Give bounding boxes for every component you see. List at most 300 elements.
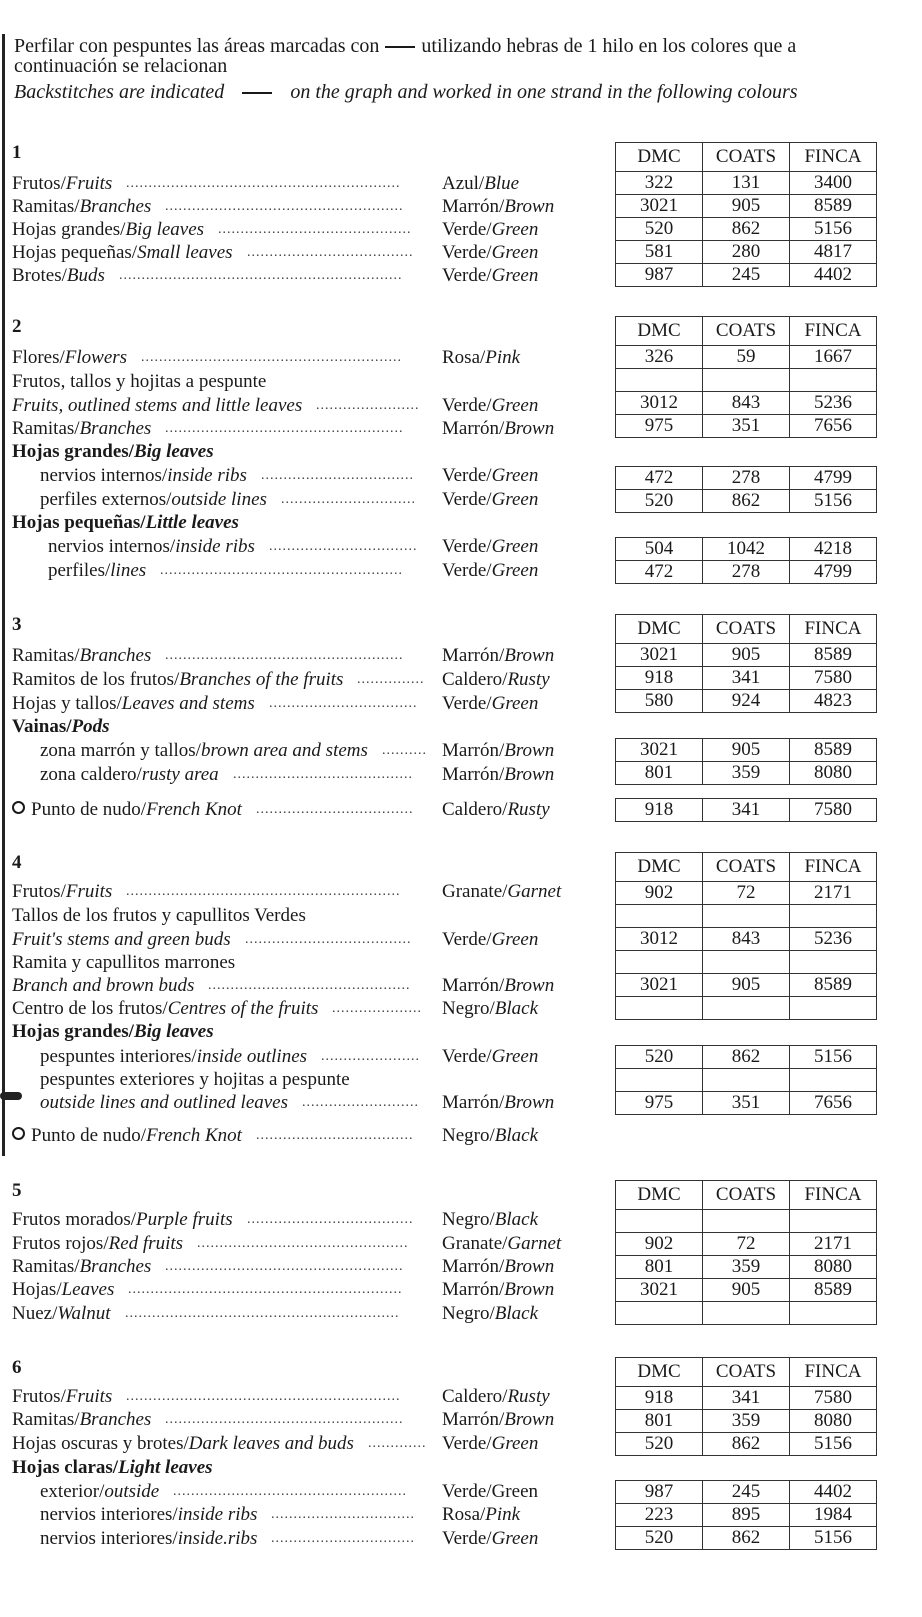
- table-row: [616, 561, 877, 584]
- thread-row: [12, 1278, 602, 1301]
- code-coats: 862: [703, 1046, 790, 1069]
- code-coats: 843: [703, 392, 790, 415]
- label-en: Little leaves: [145, 512, 239, 533]
- color-es: Marrón/: [442, 975, 505, 996]
- code-coats: 280: [703, 241, 790, 264]
- code-finca: [790, 951, 877, 974]
- color-es: Verde/: [442, 489, 492, 510]
- table-header-row: [616, 615, 877, 644]
- label-es: Frutos, tallos y hojitas a pespunte: [12, 371, 267, 392]
- area-label: [12, 417, 151, 440]
- color-es: Marrón/: [442, 740, 505, 761]
- table-row: [616, 218, 877, 241]
- table-row: [616, 1233, 877, 1256]
- label-en: brown area and stems: [200, 740, 368, 761]
- label-es: Ramitas/: [12, 1409, 80, 1430]
- label-es: Frutos/: [12, 881, 66, 902]
- color-en: Brown: [504, 1092, 555, 1113]
- thread-row: [12, 644, 602, 667]
- area-label: [12, 440, 214, 463]
- label-en: inside outlines: [196, 1046, 308, 1067]
- thread-code-table: [615, 1045, 877, 1115]
- thread-color: [442, 763, 554, 786]
- color-en: Rusty: [507, 1386, 550, 1407]
- column-header-finca: FINCA: [790, 317, 877, 346]
- table-row: [616, 1069, 877, 1092]
- label-en: Branches: [79, 1409, 152, 1430]
- intro-es-after: utilizando hebras de 1 hilo en los colores que a continuación se relacionan: [14, 35, 797, 77]
- thread-row: [12, 1503, 602, 1526]
- leader-dots: .................................: [269, 696, 418, 711]
- area-label: [12, 394, 302, 417]
- label-en: inside.ribs: [177, 1528, 258, 1549]
- thread-color: [442, 195, 554, 218]
- color-es: Marrón/: [442, 1409, 505, 1430]
- code-coats: 351: [703, 415, 790, 438]
- code-dmc: 918: [616, 1387, 703, 1410]
- section-number: 6: [12, 1357, 22, 1378]
- code-finca: 2171: [790, 1233, 877, 1256]
- area-label: [12, 241, 233, 264]
- table-row: [616, 882, 877, 905]
- code-finca: 7656: [790, 415, 877, 438]
- thread-row: [12, 1432, 602, 1455]
- code-dmc: 3021: [616, 1279, 703, 1302]
- thread-row: [12, 488, 602, 511]
- code-dmc: 975: [616, 415, 703, 438]
- color-es: Verde/: [442, 1046, 492, 1067]
- table-row: [616, 195, 877, 218]
- code-dmc: [616, 369, 703, 392]
- code-dmc: [616, 1210, 703, 1233]
- code-finca: 5156: [790, 490, 877, 513]
- intro-en-before: Backstitches are indicated: [14, 81, 225, 103]
- label-es: perfiles externos/: [40, 489, 172, 510]
- code-coats: 245: [703, 264, 790, 287]
- code-coats: 278: [703, 467, 790, 490]
- table-row: [616, 928, 877, 951]
- label-en: Fruits: [65, 1386, 113, 1407]
- table-row: [616, 997, 877, 1020]
- code-finca: 8589: [790, 739, 877, 762]
- thread-code-table: [615, 614, 877, 713]
- code-finca: 8589: [790, 644, 877, 667]
- column-header-coats: COATS: [703, 143, 790, 172]
- code-coats: 905: [703, 974, 790, 997]
- label-en: Leaves and stems: [121, 693, 255, 714]
- area-label: [12, 195, 151, 218]
- code-finca: 4402: [790, 1481, 877, 1504]
- code-dmc: 987: [616, 1481, 703, 1504]
- thread-row: [12, 692, 602, 715]
- subheading: [12, 1456, 602, 1479]
- code-dmc: 902: [616, 1233, 703, 1256]
- label-es: Hojas pequeñas/: [12, 512, 146, 533]
- code-coats: 862: [703, 1527, 790, 1550]
- code-coats: 895: [703, 1504, 790, 1527]
- area-label: [12, 1385, 112, 1408]
- code-dmc: 520: [616, 1433, 703, 1456]
- thread-color: [442, 488, 538, 511]
- thread-color: [442, 1208, 538, 1231]
- thread-row: [12, 1385, 602, 1408]
- code-finca: 8080: [790, 1256, 877, 1279]
- area-label: [40, 464, 247, 487]
- area-label: [40, 1091, 288, 1114]
- code-dmc: 322: [616, 172, 703, 195]
- label-es: Hojas claras/: [12, 1457, 119, 1478]
- code-finca: 1984: [790, 1504, 877, 1527]
- thread-color: [442, 1255, 554, 1278]
- leader-dots: ...........................................: [218, 222, 412, 237]
- subheading: [12, 715, 602, 738]
- label-en: Walnut: [57, 1303, 111, 1324]
- code-finca: [790, 1210, 877, 1233]
- thread-row: [12, 763, 602, 786]
- thread-code-table: [615, 537, 877, 584]
- thread-row: [12, 974, 602, 997]
- code-coats: 341: [703, 1387, 790, 1410]
- code-finca: 7580: [790, 667, 877, 690]
- color-en: Garnet: [507, 1233, 562, 1254]
- color-es: Marrón/: [442, 418, 505, 439]
- area-label: [12, 511, 239, 534]
- code-finca: 5156: [790, 1046, 877, 1069]
- area-label: [12, 264, 105, 287]
- area-label: [12, 1302, 111, 1325]
- intro-es-before: Perfilar con pespuntes las áreas marcadas con: [14, 35, 380, 57]
- label-es: Ramitos de los frutos/: [12, 669, 180, 690]
- thread-row: [12, 1045, 602, 1068]
- section-number: 3: [12, 614, 22, 635]
- column-header-dmc: DMC: [616, 615, 703, 644]
- label-es: nervios interiores/: [40, 1504, 178, 1525]
- color-en: Green: [491, 1046, 539, 1067]
- code-finca: 3400: [790, 172, 877, 195]
- code-finca: 8589: [790, 974, 877, 997]
- code-coats: [703, 369, 790, 392]
- color-en: Brown: [504, 196, 555, 217]
- code-dmc: 504: [616, 538, 703, 561]
- color-es: Verde/: [442, 219, 492, 240]
- thread-row: [12, 264, 602, 287]
- area-label: [12, 218, 204, 241]
- table-row: [616, 799, 877, 822]
- label-en: Branches: [79, 418, 152, 439]
- thread-color: [442, 1432, 538, 1455]
- table-row: [616, 172, 877, 195]
- thread-row: [12, 1408, 602, 1431]
- area-label: [12, 692, 255, 715]
- label-es: perfiles/: [48, 560, 111, 581]
- area-label: [40, 1503, 257, 1526]
- code-finca: 4218: [790, 538, 877, 561]
- label-es: pespuntes interiores/: [40, 1046, 197, 1067]
- column-header-coats: COATS: [703, 317, 790, 346]
- code-finca: [790, 1069, 877, 1092]
- label-en: Flowers: [64, 347, 128, 368]
- label-en: Leaves: [61, 1279, 115, 1300]
- table-row: [616, 241, 877, 264]
- color-en: Green: [491, 693, 539, 714]
- code-finca: 8080: [790, 762, 877, 785]
- code-finca: 2171: [790, 882, 877, 905]
- area-label: [48, 535, 255, 558]
- label-en: Fruits, outlined stems and little leaves: [12, 395, 303, 416]
- column-header-dmc: DMC: [616, 853, 703, 882]
- code-finca: 4817: [790, 241, 877, 264]
- code-dmc: 3021: [616, 739, 703, 762]
- color-es: Verde/Green: [442, 1481, 539, 1502]
- leader-dots: ......................................................: [160, 563, 403, 578]
- leader-dots: .....................................: [245, 932, 412, 947]
- color-en: Rusty: [507, 799, 550, 820]
- code-finca: 7580: [790, 799, 877, 822]
- thread-color: [442, 692, 538, 715]
- color-es: Negro/: [442, 1125, 495, 1146]
- table-row: [616, 1302, 877, 1325]
- table-row: [616, 1410, 877, 1433]
- color-es: Caldero/: [442, 799, 508, 820]
- label-es: Ramitas/: [12, 1256, 80, 1277]
- leader-dots: .............................................................: [126, 1389, 401, 1404]
- code-dmc: 520: [616, 218, 703, 241]
- code-coats: 72: [703, 882, 790, 905]
- color-en: Green: [491, 219, 539, 240]
- table-row: [616, 974, 877, 997]
- section-number: 1: [12, 142, 22, 163]
- code-coats: 924: [703, 690, 790, 713]
- code-coats: 351: [703, 1092, 790, 1115]
- label-en: Big leaves: [125, 219, 205, 240]
- code-dmc: 223: [616, 1504, 703, 1527]
- color-en: Green: [491, 1433, 539, 1454]
- color-es: Marrón/: [442, 764, 505, 785]
- leader-dots: .....................................................: [165, 1412, 404, 1427]
- leader-dots: ..........................................................: [141, 350, 402, 365]
- thread-color: [442, 997, 538, 1020]
- area-label: [12, 668, 343, 691]
- thread-code-table: [615, 1357, 877, 1456]
- thread-color: [442, 1232, 561, 1255]
- code-dmc: [616, 951, 703, 974]
- thread-row: [12, 1068, 602, 1091]
- column-header-dmc: DMC: [616, 143, 703, 172]
- area-label: [40, 1045, 307, 1068]
- area-label: [12, 1456, 213, 1479]
- leader-dots: .............................................................: [126, 884, 401, 899]
- color-es: Granate/: [442, 881, 508, 902]
- code-dmc: 520: [616, 490, 703, 513]
- code-coats: 862: [703, 490, 790, 513]
- color-en: Blue: [484, 173, 520, 194]
- label-es: zona caldero/: [40, 764, 142, 785]
- code-finca: 8589: [790, 1279, 877, 1302]
- table-row: [616, 1210, 877, 1233]
- label-es: nervios internos/: [40, 465, 168, 486]
- intro-spanish: [14, 36, 904, 76]
- color-en: Green: [491, 265, 539, 286]
- subheading: [12, 440, 602, 463]
- column-header-finca: FINCA: [790, 143, 877, 172]
- color-es: Verde/: [442, 242, 492, 263]
- thread-row: [12, 798, 602, 821]
- code-dmc: 3012: [616, 928, 703, 951]
- code-finca: 4799: [790, 561, 877, 584]
- thread-color: [442, 668, 550, 691]
- thread-row: [12, 1480, 602, 1503]
- table-header-row: [616, 1358, 877, 1387]
- color-es: Verde/: [442, 395, 492, 416]
- area-label: [12, 1408, 151, 1431]
- thread-row: [12, 218, 602, 241]
- color-en: Brown: [504, 764, 555, 785]
- color-en: Brown: [504, 740, 555, 761]
- table-row: [616, 538, 877, 561]
- label-es: Vainas/: [12, 716, 72, 737]
- leader-dots: ..........................: [302, 1095, 419, 1110]
- table-row: [616, 1504, 877, 1527]
- intro-en-after: on the graph and worked in one strand in the following colours: [290, 81, 798, 103]
- label-en: Big leaves: [133, 441, 214, 462]
- label-en: French Knot: [146, 1125, 242, 1146]
- thread-row: [12, 559, 602, 582]
- column-header-coats: COATS: [703, 853, 790, 882]
- thread-row: [12, 1302, 602, 1325]
- table-header-row: [616, 143, 877, 172]
- thread-code-table: [615, 1180, 877, 1325]
- color-en: Black: [494, 998, 539, 1019]
- table-row: [616, 1387, 877, 1410]
- color-en: Green: [491, 536, 539, 557]
- code-dmc: 3021: [616, 195, 703, 218]
- table-header-row: [616, 853, 877, 882]
- label-es: Hojas/: [12, 1279, 62, 1300]
- color-es: Marrón/: [442, 645, 505, 666]
- color-en: Brown: [504, 1409, 555, 1430]
- table-row: [616, 467, 877, 490]
- color-es: Verde/: [442, 1528, 492, 1549]
- code-finca: 5236: [790, 392, 877, 415]
- code-dmc: 918: [616, 799, 703, 822]
- thread-row: [12, 1232, 602, 1255]
- thread-row: [12, 241, 602, 264]
- code-dmc: 918: [616, 667, 703, 690]
- leader-dots: .....................................................: [165, 648, 404, 663]
- area-label: [12, 715, 110, 738]
- code-dmc: 472: [616, 561, 703, 584]
- code-dmc: [616, 1069, 703, 1092]
- label-es: Ramitas/: [12, 645, 80, 666]
- leader-dots: .................................: [269, 539, 418, 554]
- color-en: Black: [494, 1209, 539, 1230]
- color-es: Caldero/: [442, 1386, 508, 1407]
- label-en: Fruits: [65, 881, 113, 902]
- label-en: Fruit's stems and green buds: [12, 929, 231, 950]
- leader-dots: .......................: [316, 398, 420, 413]
- label-en: outside lines: [171, 489, 267, 510]
- code-finca: 5156: [790, 1433, 877, 1456]
- thread-color: [442, 346, 520, 369]
- area-label: [40, 1068, 350, 1091]
- leader-dots: ................................: [271, 1531, 415, 1546]
- color-en: Garnet: [507, 881, 562, 902]
- code-finca: 8589: [790, 195, 877, 218]
- thread-color: [442, 1045, 538, 1068]
- thread-color: [442, 241, 538, 264]
- thread-row: [12, 172, 602, 195]
- area-label: [40, 488, 267, 511]
- thread-color: [442, 1302, 538, 1325]
- color-en: Green: [491, 560, 539, 581]
- code-finca: 8080: [790, 1410, 877, 1433]
- section-2: [0, 316, 922, 582]
- table-row: [616, 264, 877, 287]
- column-header-finca: FINCA: [790, 1358, 877, 1387]
- table-row: [616, 1279, 877, 1302]
- code-coats: 341: [703, 799, 790, 822]
- color-en: Black: [494, 1303, 539, 1324]
- leader-dots: ...................................: [256, 802, 414, 817]
- area-label: [12, 370, 266, 393]
- code-coats: 359: [703, 1256, 790, 1279]
- code-coats: [703, 905, 790, 928]
- code-coats: 905: [703, 195, 790, 218]
- code-dmc: 987: [616, 264, 703, 287]
- code-coats: [703, 951, 790, 974]
- thread-code-table: [615, 142, 877, 287]
- column-header-coats: COATS: [703, 615, 790, 644]
- label-es: Frutos/: [12, 1386, 66, 1407]
- backstitch-line-icon: [242, 92, 272, 94]
- area-label: [12, 1432, 354, 1455]
- column-header-finca: FINCA: [790, 853, 877, 882]
- table-row: [616, 490, 877, 513]
- thread-color: [442, 218, 538, 241]
- color-en: Pink: [485, 1504, 521, 1525]
- label-es: Hojas grandes/: [12, 1021, 134, 1042]
- code-coats: 905: [703, 1279, 790, 1302]
- label-es: Ramitas/: [12, 418, 80, 439]
- section-number: 4: [12, 852, 22, 873]
- color-es: Negro/: [442, 998, 495, 1019]
- thread-row: [12, 1124, 602, 1147]
- leader-dots: ...............................................: [197, 1236, 409, 1251]
- thread-row: [12, 1208, 602, 1231]
- area-label: [12, 997, 318, 1020]
- color-es: Marrón/: [442, 1256, 505, 1277]
- code-dmc: 902: [616, 882, 703, 905]
- label-es: nervios interiores/: [40, 1528, 178, 1549]
- table-header-row: [616, 317, 877, 346]
- code-finca: 5156: [790, 1527, 877, 1550]
- label-en: Branches of the fruits: [179, 669, 344, 690]
- label-en: Branches: [79, 1256, 152, 1277]
- label-es: exterior/: [40, 1481, 105, 1502]
- thread-row: [12, 535, 602, 558]
- color-en: Brown: [504, 418, 555, 439]
- leader-dots: .............................................................: [126, 176, 401, 191]
- color-es: Verde/: [442, 560, 492, 581]
- thread-color: [442, 1278, 554, 1301]
- thread-color: [442, 644, 554, 667]
- code-coats: 131: [703, 172, 790, 195]
- label-en: Small leaves: [137, 242, 233, 263]
- label-es: nervios internos/: [48, 536, 176, 557]
- code-coats: 245: [703, 1481, 790, 1504]
- code-dmc: 520: [616, 1046, 703, 1069]
- leader-dots: ......................: [321, 1049, 420, 1064]
